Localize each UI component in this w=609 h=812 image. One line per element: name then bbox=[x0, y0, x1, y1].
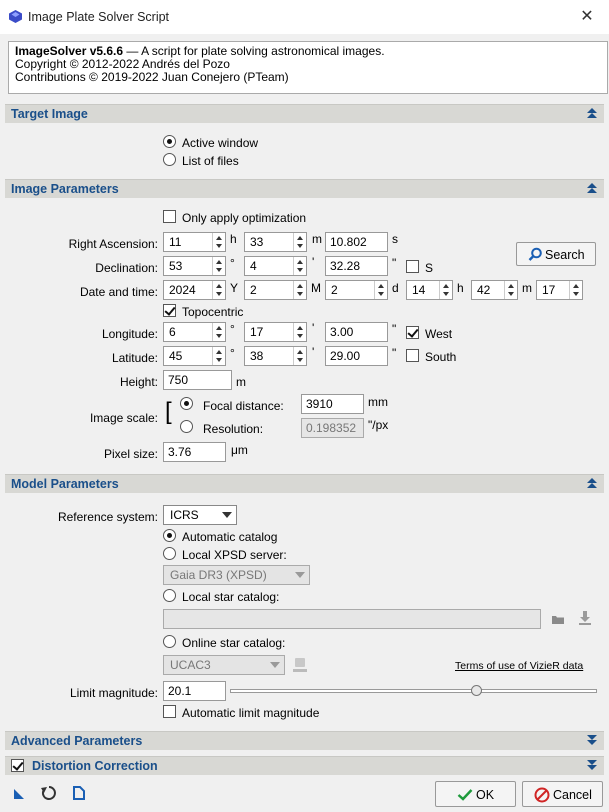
ok-button-label: OK bbox=[476, 788, 495, 802]
unit-label: " bbox=[392, 256, 397, 270]
limit-magnitude-label: Limit magnitude: bbox=[69, 686, 158, 700]
cancel-button[interactable] bbox=[522, 781, 603, 807]
online-catalog-combo[interactable]: UCAC3 bbox=[163, 655, 285, 675]
unit-label: ' bbox=[312, 345, 315, 359]
automatic-catalog-radio[interactable] bbox=[163, 529, 176, 542]
xpsd-server-combo[interactable]: Gaia DR3 (XPSD) bbox=[163, 565, 310, 585]
ra-hours-spinner[interactable]: 11 bbox=[163, 232, 226, 252]
documentation-icon[interactable] bbox=[72, 786, 86, 800]
online-star-catalog-label: Online star catalog: bbox=[182, 636, 286, 650]
chevron-down-icon bbox=[220, 506, 234, 524]
checkmark-icon bbox=[457, 788, 473, 801]
unit-label: ° bbox=[230, 256, 235, 270]
date-time-label: Date and time: bbox=[79, 285, 158, 299]
copyright-text: Copyright © 2012-2022 Andrés del Pozo bbox=[15, 57, 230, 71]
close-icon: ✕ bbox=[580, 8, 594, 25]
height-input[interactable]: 750 bbox=[163, 370, 232, 390]
focal-distance-label: Focal distance: bbox=[203, 399, 284, 413]
spin-arrows-icon[interactable] bbox=[293, 323, 306, 341]
resolution-radio[interactable] bbox=[180, 420, 193, 433]
south-checkbox[interactable] bbox=[406, 349, 419, 362]
spin-arrows-icon[interactable] bbox=[212, 233, 225, 251]
unit-label: ' bbox=[312, 255, 315, 269]
spin-arrows-icon[interactable] bbox=[212, 257, 225, 275]
height-unit: m bbox=[236, 375, 246, 389]
unit-label: h bbox=[457, 281, 464, 295]
vizier-terms-link[interactable]: Terms of use of VizieR data bbox=[455, 660, 584, 672]
server-icon[interactable] bbox=[292, 656, 308, 674]
unit-label: ° bbox=[230, 346, 235, 360]
local-star-catalog-label: Local star catalog: bbox=[182, 590, 280, 604]
latitude-minutes-spinner[interactable]: 38 bbox=[244, 346, 307, 366]
pixel-size-unit: μm bbox=[231, 443, 248, 457]
south-label: South bbox=[425, 350, 457, 364]
unit-label: h bbox=[230, 232, 237, 246]
second-spinner[interactable]: 17 bbox=[536, 280, 583, 300]
close-button[interactable] bbox=[575, 7, 599, 27]
pixel-size-input[interactable]: 3.76 bbox=[163, 442, 226, 462]
cancel-button-label: Cancel bbox=[553, 788, 592, 802]
section-target-image[interactable] bbox=[5, 104, 604, 123]
ra-minutes-spinner[interactable]: 33 bbox=[244, 232, 307, 252]
collapse-icon[interactable] bbox=[586, 182, 598, 195]
cancel-icon bbox=[534, 787, 550, 803]
west-checkbox[interactable] bbox=[406, 326, 419, 339]
spin-arrows-icon[interactable] bbox=[569, 281, 582, 299]
script-name: ImageSolver v5.6.6 bbox=[15, 44, 124, 58]
section-image-parameters[interactable] bbox=[5, 179, 604, 198]
local-xpsd-radio[interactable] bbox=[163, 547, 176, 560]
topocentric-label: Topocentric bbox=[182, 305, 244, 319]
contributions-text: Contributions © 2019-2022 Juan Conejero (PTeam) bbox=[15, 70, 289, 84]
active-window-radio[interactable] bbox=[163, 135, 176, 148]
only-optimization-checkbox[interactable] bbox=[163, 210, 176, 223]
local-xpsd-label: Local XPSD server: bbox=[182, 548, 287, 562]
download-icon[interactable] bbox=[577, 610, 593, 626]
limit-magnitude-slider-track[interactable] bbox=[230, 689, 597, 693]
unit-label: s bbox=[392, 232, 398, 246]
latitude-label: Latitude: bbox=[111, 351, 158, 365]
topocentric-checkbox[interactable] bbox=[163, 304, 176, 317]
section-distortion-correction[interactable] bbox=[5, 756, 604, 775]
limit-magnitude-slider-handle[interactable] bbox=[471, 685, 482, 696]
unit-label: m bbox=[312, 232, 322, 246]
section-title: Distortion Correction bbox=[32, 759, 158, 773]
automatic-limit-checkbox[interactable] bbox=[163, 705, 176, 718]
section-title: Image Parameters bbox=[11, 182, 119, 196]
chevron-down-icon bbox=[268, 656, 282, 674]
collapse-icon[interactable] bbox=[586, 107, 598, 120]
reference-system-combo[interactable]: ICRS bbox=[163, 505, 237, 525]
dec-degrees-spinner[interactable]: 53 bbox=[163, 256, 226, 276]
active-window-label: Active window bbox=[182, 136, 259, 150]
section-title: Target Image bbox=[11, 107, 88, 121]
local-catalog-path-input[interactable] bbox=[163, 609, 541, 629]
list-of-files-radio[interactable] bbox=[163, 153, 176, 166]
resolution-label: Resolution: bbox=[203, 422, 264, 436]
script-info bbox=[8, 41, 608, 94]
section-model-parameters[interactable] bbox=[5, 474, 604, 493]
unit-label: m bbox=[522, 281, 532, 295]
spin-arrows-icon[interactable] bbox=[212, 323, 225, 341]
longitude-seconds-input[interactable]: 3.00 bbox=[325, 322, 388, 342]
spin-arrows-icon[interactable] bbox=[212, 281, 225, 299]
longitude-label: Longitude: bbox=[101, 327, 158, 341]
ra-seconds-input[interactable]: 10.802 bbox=[325, 232, 388, 252]
spin-arrows-icon[interactable] bbox=[293, 347, 306, 365]
month-spinner[interactable]: 2 bbox=[244, 280, 307, 300]
latitude-degrees-spinner[interactable]: 45 bbox=[163, 346, 226, 366]
dec-south-checkbox[interactable] bbox=[406, 260, 419, 273]
expand-icon[interactable] bbox=[586, 759, 598, 772]
expand-icon[interactable] bbox=[586, 734, 598, 747]
spin-arrows-icon[interactable] bbox=[439, 281, 452, 299]
section-title: Model Parameters bbox=[11, 477, 119, 491]
local-star-catalog-radio[interactable] bbox=[163, 589, 176, 602]
automatic-limit-label: Automatic limit magnitude bbox=[182, 706, 320, 720]
longitude-degrees-spinner[interactable]: 6 bbox=[163, 322, 226, 342]
script-description: — A script for plate solving astronomical images. bbox=[123, 44, 385, 58]
automatic-catalog-label: Automatic catalog bbox=[182, 530, 278, 544]
app-logo-icon bbox=[9, 10, 22, 23]
search-button[interactable] bbox=[516, 242, 596, 266]
section-title: Advanced Parameters bbox=[11, 734, 143, 748]
unit-label: d bbox=[392, 281, 399, 295]
ra-label: Right Ascension: bbox=[68, 237, 158, 251]
year-spinner[interactable]: 2024 bbox=[163, 280, 226, 300]
west-label: West bbox=[425, 327, 453, 341]
day-spinner[interactable]: 2 bbox=[325, 280, 388, 300]
dec-seconds-input[interactable]: 32.28 bbox=[325, 256, 388, 276]
unit-label: M bbox=[311, 281, 321, 295]
chevron-down-icon bbox=[293, 566, 307, 584]
resolution-unit: "/px bbox=[368, 418, 389, 432]
spin-arrows-icon[interactable] bbox=[374, 281, 387, 299]
folder-icon[interactable] bbox=[551, 612, 565, 626]
unit-label: Y bbox=[230, 281, 239, 295]
only-optimization-label: Only apply optimization bbox=[182, 211, 307, 225]
spin-arrows-icon[interactable] bbox=[293, 257, 306, 275]
section-advanced-parameters[interactable] bbox=[5, 731, 604, 750]
pixel-size-label: Pixel size: bbox=[103, 447, 158, 461]
focal-distance-radio[interactable] bbox=[180, 397, 193, 410]
height-label: Height: bbox=[119, 375, 158, 389]
search-icon bbox=[528, 247, 543, 262]
distortion-correction-checkbox[interactable] bbox=[11, 759, 24, 772]
focal-distance-unit: mm bbox=[368, 395, 388, 409]
list-of-files-label: List of files bbox=[182, 154, 239, 168]
new-instance-icon[interactable] bbox=[13, 788, 25, 800]
dec-label: Declination: bbox=[95, 261, 158, 275]
search-button-label: Search bbox=[545, 248, 585, 262]
reference-system-label: Reference system: bbox=[57, 510, 158, 524]
spin-arrows-icon[interactable] bbox=[504, 281, 517, 299]
focal-distance-input[interactable]: 3910 bbox=[301, 394, 364, 414]
longitude-minutes-spinner[interactable]: 17 bbox=[244, 322, 307, 342]
spin-arrows-icon[interactable] bbox=[212, 347, 225, 365]
minute-spinner[interactable]: 42 bbox=[471, 280, 518, 300]
ok-button[interactable] bbox=[435, 781, 516, 807]
online-star-catalog-radio[interactable] bbox=[163, 635, 176, 648]
latitude-seconds-input[interactable]: 29.00 bbox=[325, 346, 388, 366]
hour-spinner[interactable]: 14 bbox=[406, 280, 453, 300]
spin-arrows-icon[interactable] bbox=[293, 233, 306, 251]
image-scale-label: Image scale: bbox=[89, 411, 158, 425]
unit-label: ' bbox=[312, 321, 315, 335]
limit-magnitude-input[interactable]: 20.1 bbox=[163, 681, 226, 701]
spin-arrows-icon[interactable] bbox=[293, 281, 306, 299]
window-title: Image Plate Solver Script bbox=[28, 10, 170, 24]
collapse-icon[interactable] bbox=[586, 477, 598, 490]
dec-south-label: S bbox=[425, 261, 434, 275]
reset-icon[interactable] bbox=[40, 784, 58, 802]
scale-bracket: [ bbox=[165, 398, 172, 425]
unit-label: " bbox=[392, 322, 397, 336]
unit-label: " bbox=[392, 346, 397, 360]
resolution-input[interactable]: 0.198352 bbox=[301, 418, 364, 438]
dec-minutes-spinner[interactable]: 4 bbox=[244, 256, 307, 276]
unit-label: ° bbox=[230, 322, 235, 336]
